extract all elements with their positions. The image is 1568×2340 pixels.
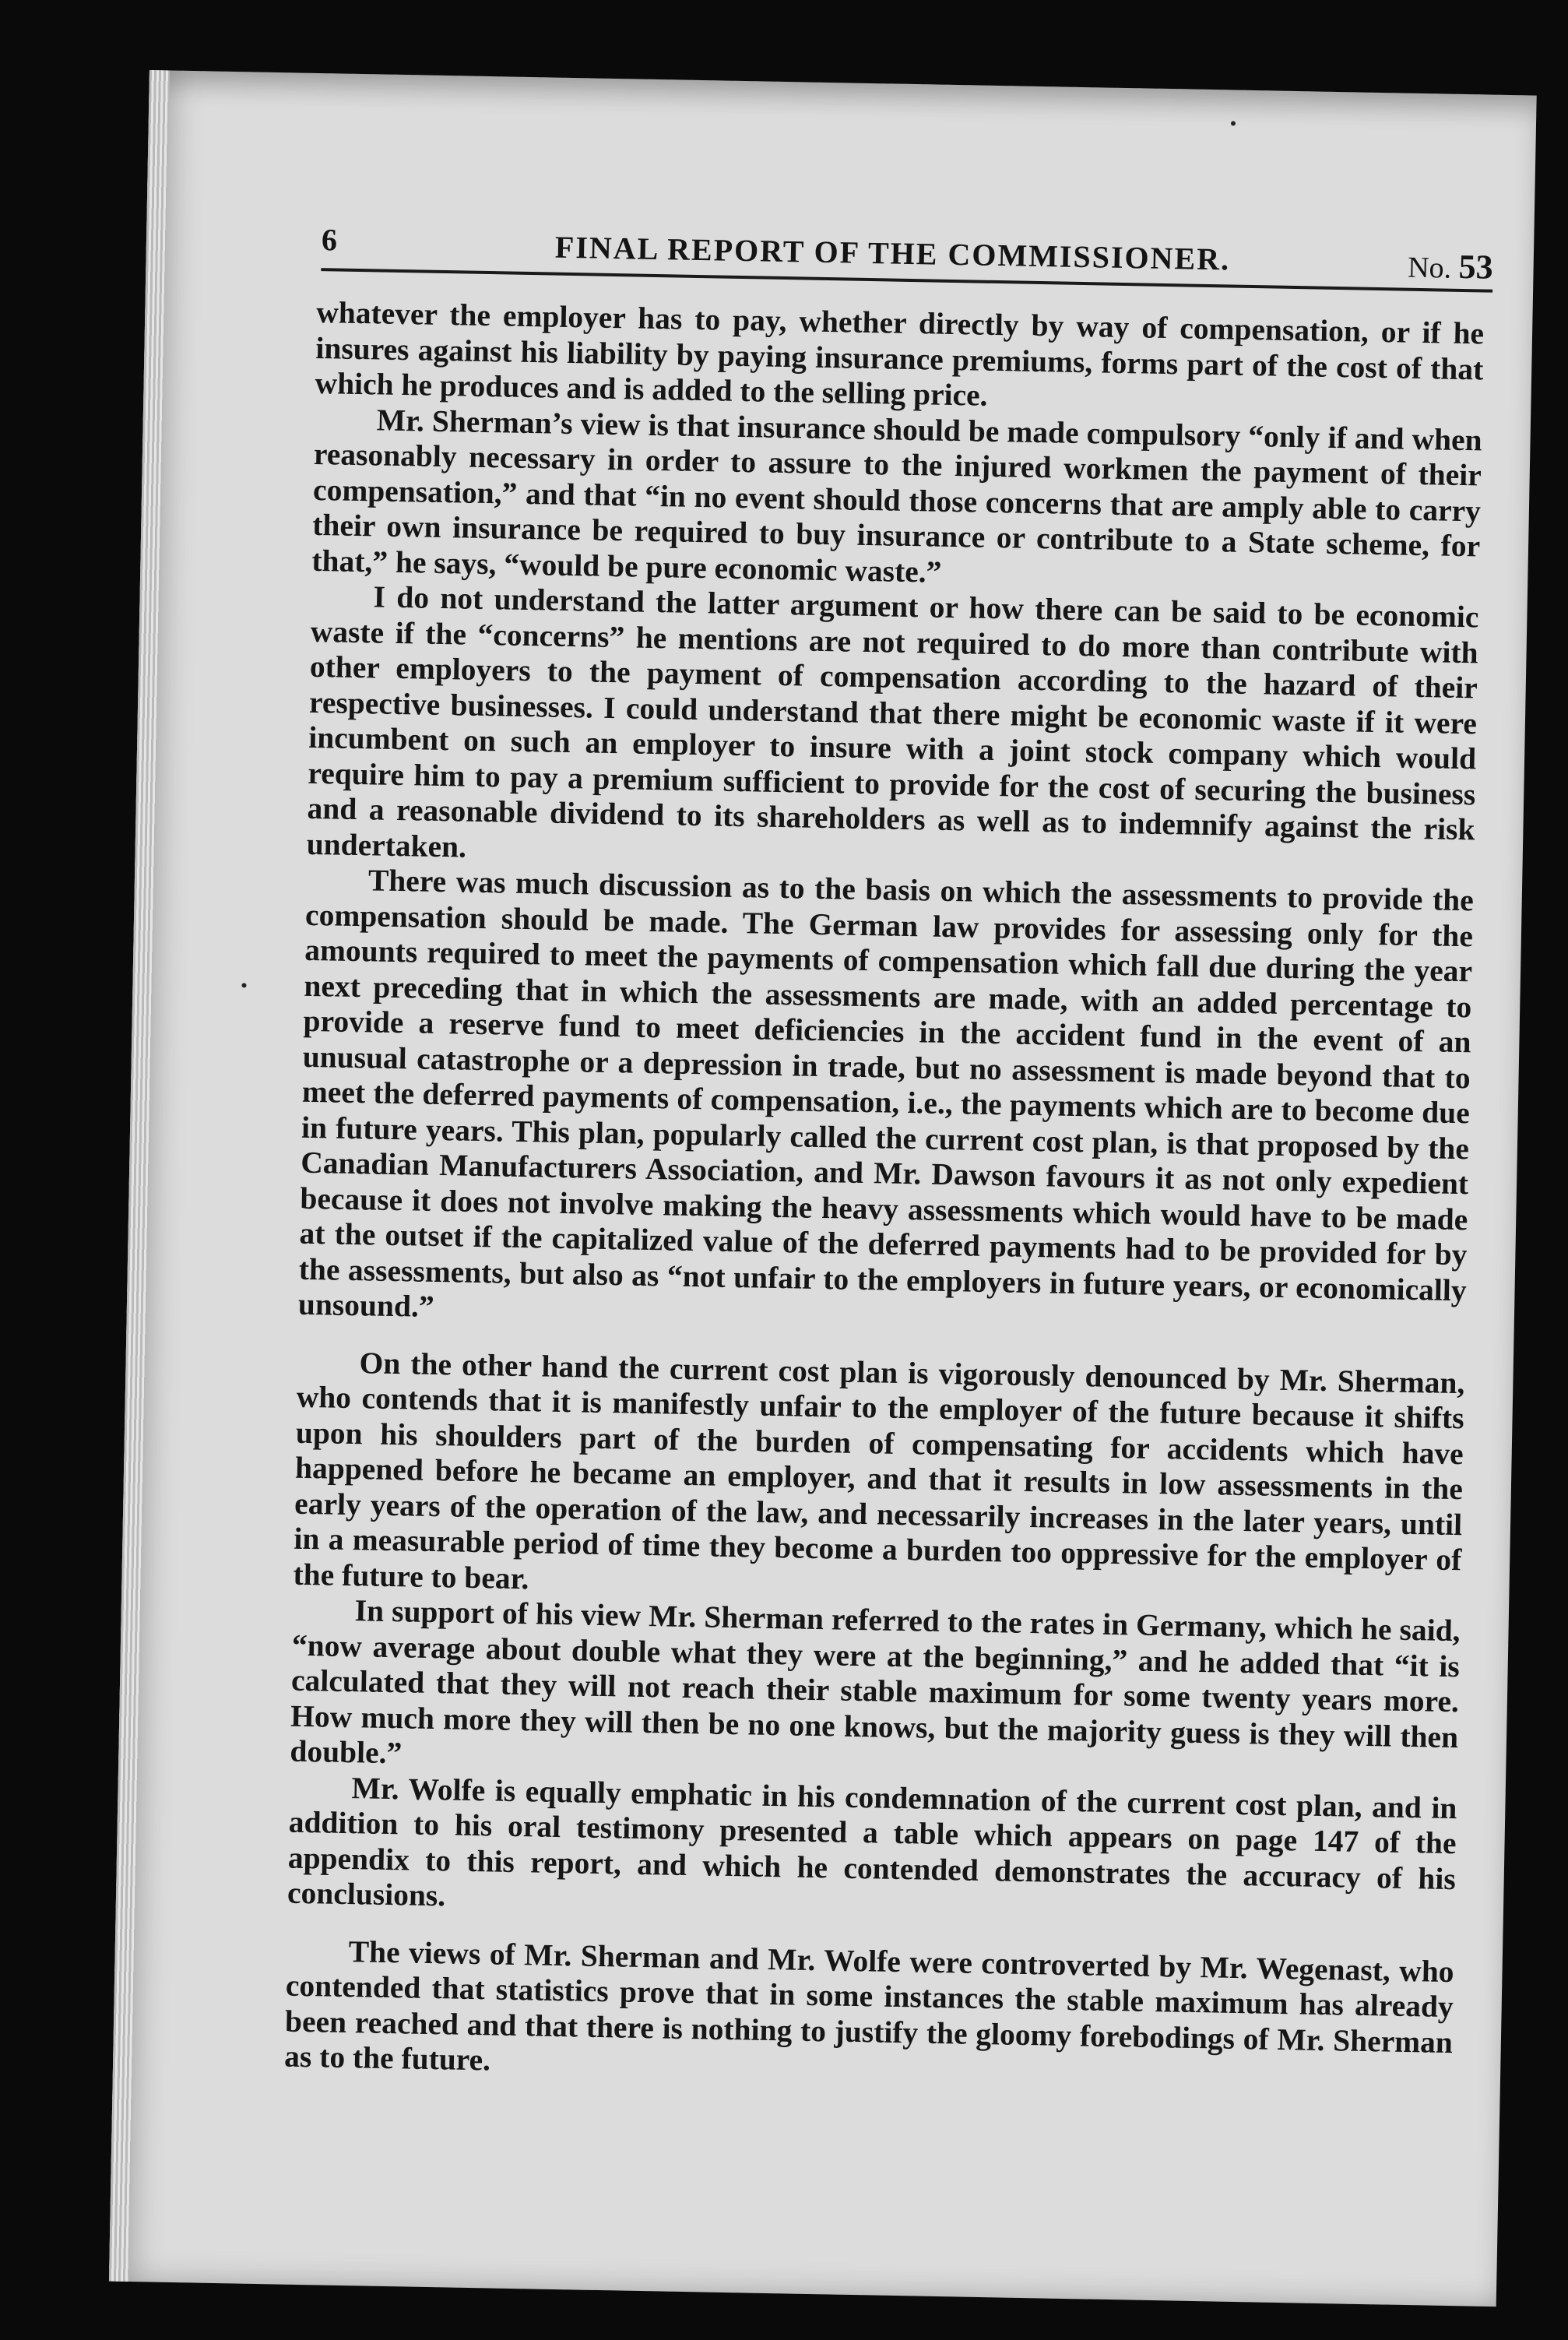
paragraph: There was much discussion as to the basis on which the assessments to provide the compensation should be made. The German law provides for assessing only for the amounts required to meet the payments of compensation which fall due during the year next preceding that in which the assessments are made, with an added percentage to provide a reserve fund to meet deficiencies in the accident fund in the event of an unusual catastrophe or a depression in trade, but no assessment is made beyond that to meet the deferred payments of compensation, i.e., the payments which are to become due in future years. This plan, popularly called the current cost plan, is that proposed by the Canadian Manufacturers Association, and Mr. Dawson favours it as not only expedient because it does not involve making the heavy assessments which would have to be made at the outset if the capitalized value of the deferred payments had to be provided for by the assessments, but also as “not unfair to the employers in future years, or economically unsound.” [297, 863, 1475, 1324]
paragraph: whatever the employer has to pay, whether directly by way of compensation, or if he insures against his liability by paying insurance premiums, forms part of the cost of that which he produces and is added to the selling price. [315, 294, 1485, 413]
scan-speck [241, 983, 246, 987]
paragraph: I do not understand the latter argument or how there can be said to be economic waste if the “concerns” he mentions are not required to do more than contribute with other employers to the payment of compensation according to the hazard of their respective businesses. I could understand that there might be economic waste if it were incumbent on such an employer to insure with a joint stock company which would require him to pay a premium sufficient to provide for the cost of securing the business and a reasonable dividend to its shareholders as well as to indemnify against the risk undertaken. [306, 579, 1479, 864]
scan-speck [1231, 121, 1236, 125]
report-number-value: 53 [1458, 247, 1494, 287]
paragraph: The views of Mr. Sherman and Mr. Wolfe were controverted by Mr. Wegenast, who contended that statistics prove that in some instances the stable maximum has already been reached and that there is nothing to justify the gloomy forebodings of Mr. Sherman as to the future. [283, 1934, 1454, 2078]
paragraph: In support of his view Mr. Sherman referred to the rates in Germany, which he said, “now average about double what they were at the beginning,” and he added that “it is calculated that they will not reach their stable maximum for some twenty years more. How much more they will then be no one knows, but the majority guess is they will then double.” [290, 1593, 1461, 1771]
report-number [1408, 246, 1493, 287]
running-title: FINAL REPORT OF THE COMMISSIONER. [554, 229, 1231, 277]
document-page [109, 70, 1537, 2307]
report-number-prefix: No. [1407, 251, 1452, 285]
page-number: 6 [321, 222, 338, 258]
paragraph: Mr. Sherman’s view is that insurance should be made compulsory “only if and when reasonably necessary in order to assure to the injured workmen the payment of their compensation,” and that “in no event should those concerns that are amply able to carry their own insurance be required to buy insurance or contribute to a State scheme, for that,” he says, “would be pure economic waste.” [311, 402, 1482, 589]
paragraph: On the other hand the current cost plan is vigorously denounced by Mr. Sherman, who contends that it is manifestly unfair to the employer of the future because it shifts upon his shoulders part of the burden of compensating for accidents which have happened before he became an employer, and that it results in low assessments in the early years of the operation of the law, and necessarily increases in the later years, until in a measurable period of time they become a burden too oppressive for the employer of the future to bear. [293, 1345, 1465, 1596]
running-header [321, 221, 1493, 290]
body-text [284, 295, 1485, 2096]
paragraph: Mr. Wolfe is equally emphatic in his condemnation of the current cost plan, and in addition to his oral testimony presented a table which appears on page 147 of the appendix to this report, and which he contended demonstrates the accuracy of his conclusions. [287, 1770, 1457, 1913]
